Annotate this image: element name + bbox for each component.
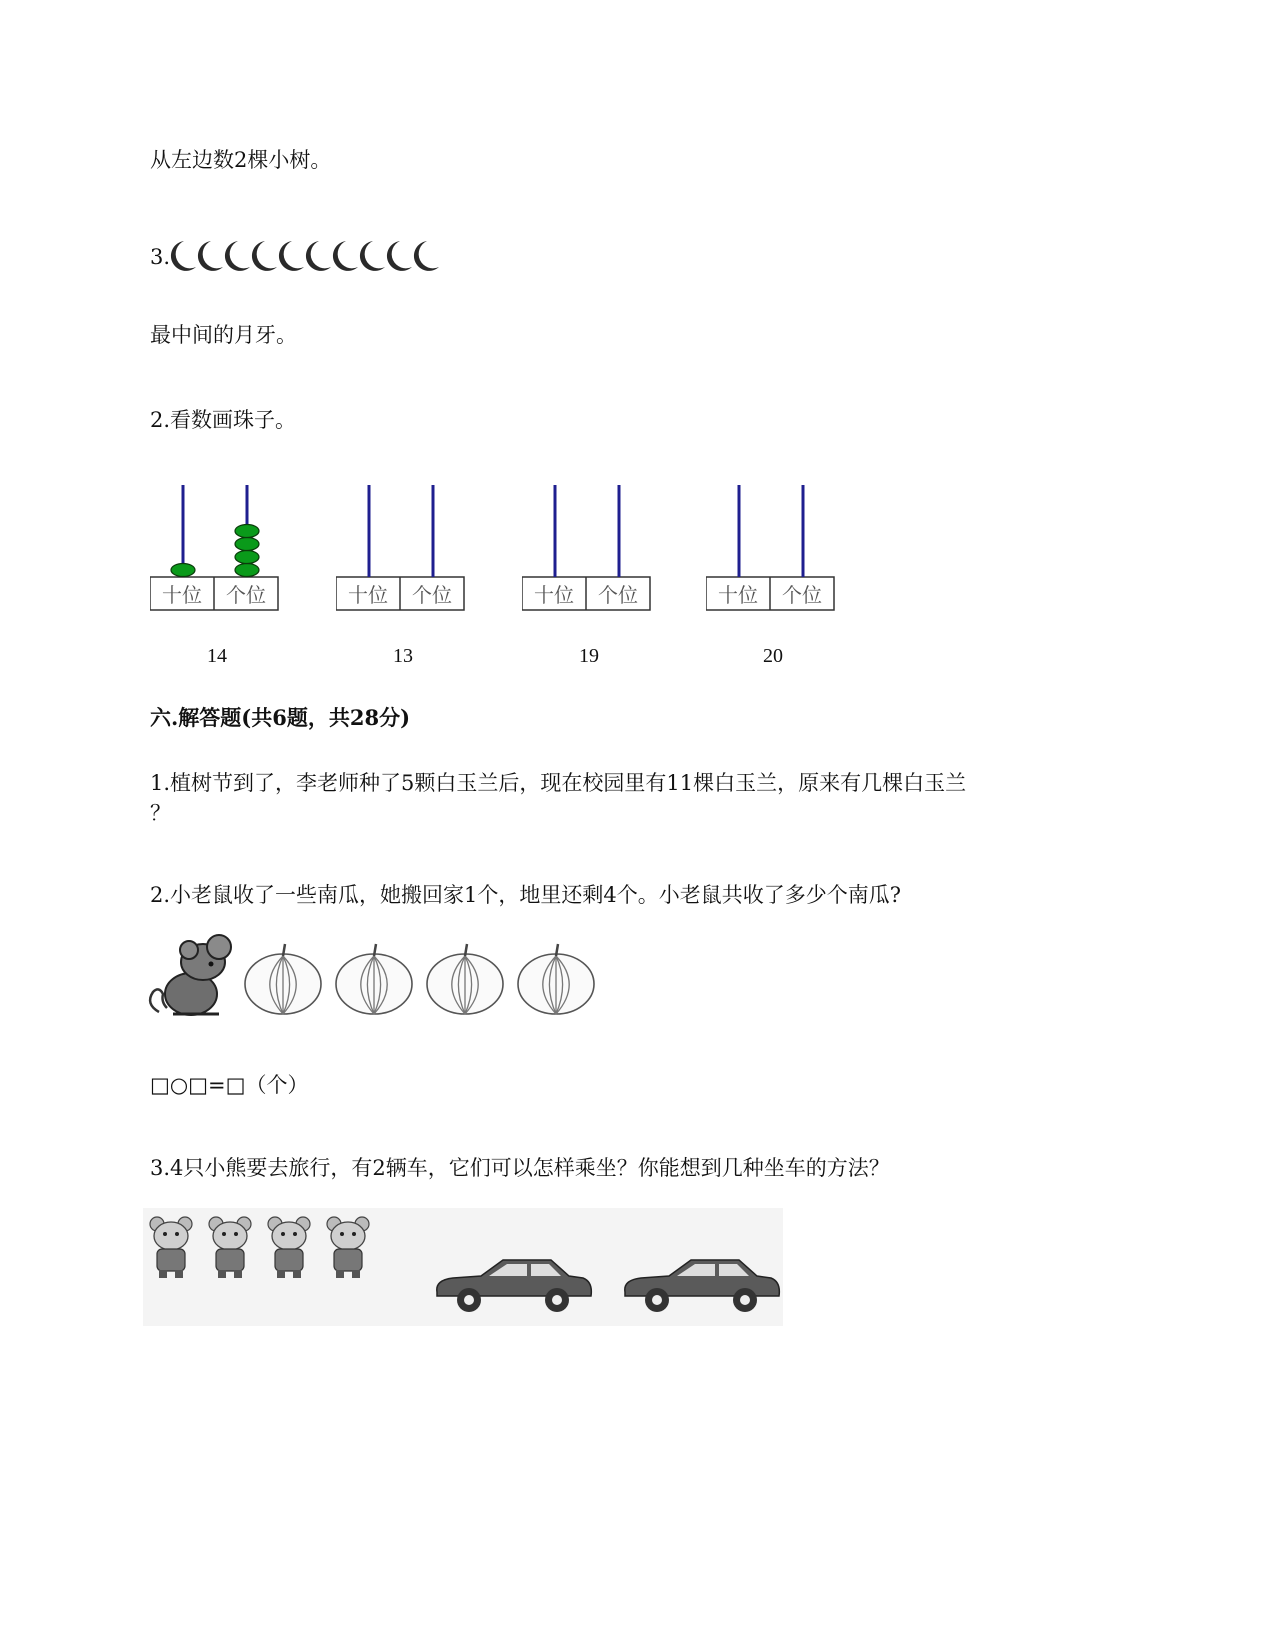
pumpkin-icon [427,944,503,1014]
tens-label: 十位 [162,583,202,607]
abacus-number: 19 [579,645,599,667]
ones-label: 个位 [226,583,266,607]
pumpkin-icon [336,944,412,1014]
tens-label: 十位 [348,583,388,607]
abacus-number: 14 [207,645,227,667]
crescent-moon-icon [198,241,223,271]
crescent-moon-icon [387,241,412,271]
ones-label: 个位 [598,583,638,607]
abacus-row [150,485,890,675]
tens-label: 十位 [534,583,574,607]
problem-1-line-2: ？ [150,801,171,825]
tens-label: 十位 [718,583,758,607]
bead [171,564,195,577]
crescent-moon-icon [414,241,439,271]
abacus-number: 20 [763,645,783,667]
pumpkin-icon [245,944,321,1014]
mouse-icon [150,935,231,1015]
moon-row [170,239,460,273]
question-trees-line: 从左边数2棵小树。 [150,148,332,172]
pumpkin-icon [518,944,594,1014]
bears-cars-illustration [143,1208,783,1326]
mouse-pumpkin-illustration [143,934,603,1024]
problem-2-text: 2.小老鼠收了一些南瓜，她搬回家1个，地里还剩4个。小老鼠共收了多少个南瓜? [150,883,902,907]
crescent-moon-icon [171,241,196,271]
bead [235,525,259,538]
crescent-moon-icon [252,241,277,271]
section-six-heading: 六.解答题(共6题，共28分) [150,705,411,730]
question-moon-line: 最中间的月牙。 [150,323,297,347]
bead [235,551,259,564]
abacus-4 [706,485,840,671]
question-beads-title: 2.看数画珠子。 [150,408,297,432]
bead [235,564,259,577]
problem-1-line-1: 1.植树节到了，李老师种了5颗白玉兰后，现在校园里有11棵白玉兰，原来有几棵白玉兰 [150,771,967,795]
problem-2-formula: □○□=□（个） [150,1073,309,1097]
bead [235,538,259,551]
crescent-moon-icon [225,241,250,271]
ones-label: 个位 [782,583,822,607]
abacus-3 [522,485,656,671]
crescent-moon-icon [306,241,331,271]
abacus-number: 13 [393,645,413,667]
question-3-label: 3. [150,245,171,269]
crescent-moon-icon [279,241,304,271]
problem-3-text: 3.4只小熊要去旅行，有2辆车，它们可以怎样乘坐？你能想到几种坐车的方法？ [150,1156,890,1180]
ones-label: 个位 [412,583,452,607]
crescent-moon-icon [333,241,358,271]
crescent-moon-icon [360,241,385,271]
abacus-2 [336,485,470,671]
abacus-1 [150,485,284,671]
